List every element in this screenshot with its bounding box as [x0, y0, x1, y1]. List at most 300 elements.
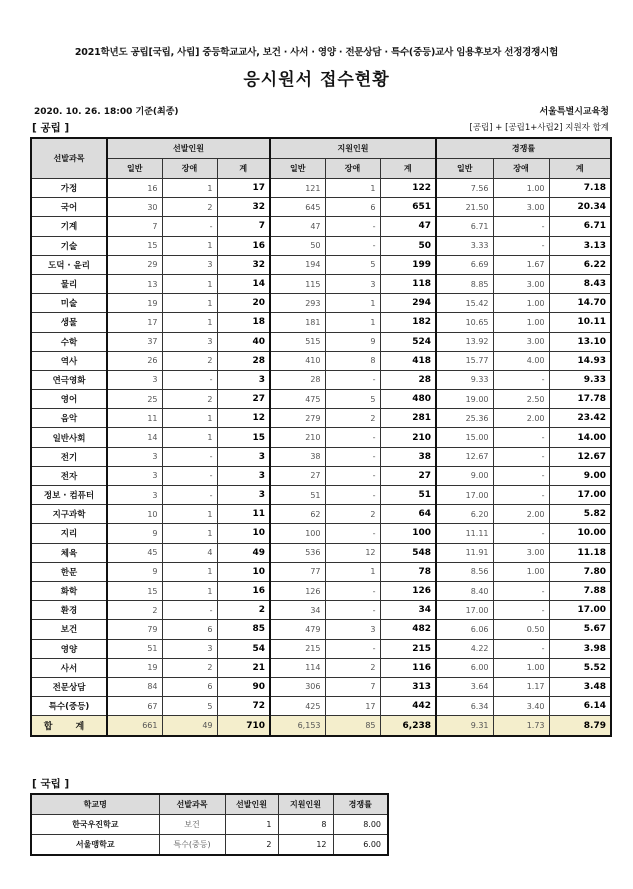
competition-total: 11.18: [549, 543, 611, 562]
competition-disabled: 2.00: [493, 505, 549, 524]
selection-general: 67: [107, 697, 162, 716]
applicants-general: 38: [270, 447, 325, 466]
subject-cell: 도덕 · 윤리: [31, 255, 107, 274]
selection-general: 51: [107, 639, 162, 658]
public-table-note: [공립] + [공립1+사립2] 지원자 합계: [469, 123, 609, 133]
table-row: [31, 447, 611, 466]
competition-general: 6.06: [436, 620, 493, 639]
applicants-general: 27: [270, 466, 325, 485]
competition-general: 19.00: [436, 390, 493, 409]
competition-total: 13.10: [549, 332, 611, 351]
competition-general: 6.71: [436, 217, 493, 236]
selection-total: 27: [217, 390, 270, 409]
applicants-disabled: 5: [325, 390, 380, 409]
applicants-total: 34: [380, 601, 436, 620]
applicants-total: 47: [380, 217, 436, 236]
selection-total: 11: [217, 505, 270, 524]
competition-general: 8.40: [436, 581, 493, 600]
subject-cell: 정보 · 컴퓨터: [31, 486, 107, 505]
subject-cell: 보건: [31, 620, 107, 639]
applicants-total: 651: [380, 198, 436, 217]
competition-general: 3.64: [436, 677, 493, 696]
applicants-total: 482: [380, 620, 436, 639]
applicants-disabled: 1: [325, 562, 380, 581]
applicants-general: 293: [270, 294, 325, 313]
selection-disabled: 3: [162, 332, 217, 351]
school-name: 서울맹학교: [31, 835, 159, 856]
applicants-general: 50: [270, 236, 325, 255]
selection-disabled: 3: [162, 255, 217, 274]
page-title: 응시원서 접수현황: [243, 70, 390, 90]
applicants-general: 475: [270, 390, 325, 409]
selection-general: 661: [107, 716, 162, 737]
header-subject: 선발과목: [159, 794, 225, 815]
applicants-general: 425: [270, 697, 325, 716]
competition-general: 15.77: [436, 351, 493, 370]
subject-cell: 영양: [31, 639, 107, 658]
table-row: [31, 274, 611, 293]
selection-disabled: 5: [162, 697, 217, 716]
competition-disabled: 3.00: [493, 332, 549, 351]
competition-general: 11.91: [436, 543, 493, 562]
competition-general: 6.00: [436, 658, 493, 677]
reference-date: 2020. 10. 26. 18:00 기준(최종): [34, 107, 179, 117]
selection-total: 16: [217, 236, 270, 255]
selection-general: 3: [107, 447, 162, 466]
competition-total: 7.18: [549, 179, 611, 198]
competition-general: 4.22: [436, 639, 493, 658]
applicants-disabled: -: [325, 428, 380, 447]
applicants-total: 38: [380, 447, 436, 466]
selection-total: 18: [217, 313, 270, 332]
competition-total: 6.71: [549, 217, 611, 236]
applicants-total: 210: [380, 428, 436, 447]
applicants-disabled: -: [325, 524, 380, 543]
applicants-disabled: -: [325, 486, 380, 505]
selection-disabled: 1: [162, 313, 217, 332]
competition-general: 13.92: [436, 332, 493, 351]
competition-total: 14.93: [549, 351, 611, 370]
applicants-total: 6,238: [380, 716, 436, 737]
table-row: [31, 486, 611, 505]
applicants-total: 100: [380, 524, 436, 543]
competition-general: 25.36: [436, 409, 493, 428]
subject-cell: 지구과학: [31, 505, 107, 524]
header-selection: 선발인원: [107, 138, 270, 159]
competition-total: 7.88: [549, 581, 611, 600]
selection-general: 3: [107, 486, 162, 505]
header-disabled: 장애: [493, 159, 549, 179]
subject-cell: 체육: [31, 543, 107, 562]
total-row: [31, 716, 611, 737]
applicants-disabled: 2: [325, 505, 380, 524]
header-applicants: 지원인원: [270, 138, 436, 159]
competition-disabled: -: [493, 486, 549, 505]
subject-cell: 한문: [31, 562, 107, 581]
applicants-disabled: 3: [325, 620, 380, 639]
competition-total: 5.82: [549, 505, 611, 524]
applicants-disabled: -: [325, 217, 380, 236]
applicants-disabled: 5: [325, 255, 380, 274]
competition-disabled: -: [493, 428, 549, 447]
header-total: 계: [549, 159, 611, 179]
subject-cell: 국어: [31, 198, 107, 217]
competition-disabled: 3.00: [493, 543, 549, 562]
applicants-total: 28: [380, 370, 436, 389]
applicants-general: 114: [270, 658, 325, 677]
applicants-total: 50: [380, 236, 436, 255]
applicants-general: 126: [270, 581, 325, 600]
applicants-general: 100: [270, 524, 325, 543]
applicants-total: 182: [380, 313, 436, 332]
selection-disabled: 2: [162, 351, 217, 370]
selection-general: 79: [107, 620, 162, 639]
selection-general: 13: [107, 274, 162, 293]
applicants-total: 313: [380, 677, 436, 696]
selection-general: 2: [107, 601, 162, 620]
selection-disabled: 1: [162, 581, 217, 600]
selection-disabled: -: [162, 486, 217, 505]
header-subject: 선발과목: [31, 138, 107, 179]
subject-cell: 영어: [31, 390, 107, 409]
applicants-total: 199: [380, 255, 436, 274]
selection-disabled: -: [162, 217, 217, 236]
applicants-total: 116: [380, 658, 436, 677]
header-competition: 경쟁률: [436, 138, 611, 159]
subject-cell: 미술: [31, 294, 107, 313]
subject-cell: 물리: [31, 274, 107, 293]
applicants-total: 122: [380, 179, 436, 198]
competition-general: 8.85: [436, 274, 493, 293]
subject-cell: 연극영화: [31, 370, 107, 389]
applicants-total: 524: [380, 332, 436, 351]
subject-cell: 지리: [31, 524, 107, 543]
selection-disabled: -: [162, 370, 217, 389]
competition-total: 17.00: [549, 601, 611, 620]
selection-disabled: -: [162, 447, 217, 466]
table-row: [31, 370, 611, 389]
applicants-total: 294: [380, 294, 436, 313]
national-section-label: [ 국립 ]: [32, 778, 70, 790]
selection-total: 15: [217, 428, 270, 447]
selection-disabled: -: [162, 601, 217, 620]
applicants-general: 34: [270, 601, 325, 620]
table-row: [31, 313, 611, 332]
competition-disabled: 2.50: [493, 390, 549, 409]
selection-disabled: 1: [162, 562, 217, 581]
table-row: [31, 524, 611, 543]
selection-general: 45: [107, 543, 162, 562]
applicants-general: 194: [270, 255, 325, 274]
header-competition: 경쟁률: [333, 794, 388, 815]
competition-disabled: 1.73: [493, 716, 549, 737]
competition-total: 5.52: [549, 658, 611, 677]
applicants-disabled: -: [325, 236, 380, 255]
competition-disabled: -: [493, 236, 549, 255]
header-selection: 선발인원: [225, 794, 278, 815]
table-row: [31, 351, 611, 370]
exam-title: 2021학년도 공립[국립, 사립] 중등학교교사, 보건 · 사서 · 영양 · 전문상담 · 특수(중등)교사 임용후보자 선정경쟁시험: [74, 47, 559, 58]
subject-cell: 특수(중등): [31, 697, 107, 716]
subject-cell: 사서: [31, 658, 107, 677]
selection-general: 25: [107, 390, 162, 409]
applicants-general: 47: [270, 217, 325, 236]
competition-total: 10.00: [549, 524, 611, 543]
header-disabled: 장애: [325, 159, 380, 179]
selection-total: 14: [217, 274, 270, 293]
selection-general: 17: [107, 313, 162, 332]
table-row: [31, 835, 388, 856]
competition-general: 12.67: [436, 447, 493, 466]
applicants-general: 410: [270, 351, 325, 370]
competition-general: 6.20: [436, 505, 493, 524]
subject-cell: 전기: [31, 447, 107, 466]
selection-total: 3: [217, 466, 270, 485]
selection-total: 17: [217, 179, 270, 198]
selection-disabled: 1: [162, 524, 217, 543]
competition-total: 6.22: [549, 255, 611, 274]
selection-disabled: 49: [162, 716, 217, 737]
selection-general: 14: [107, 428, 162, 447]
competition-disabled: 1.00: [493, 562, 549, 581]
competition-general: 7.56: [436, 179, 493, 198]
competition-disabled: 3.00: [493, 198, 549, 217]
applicants-disabled: 12: [325, 543, 380, 562]
selection-general: 29: [107, 255, 162, 274]
competition-disabled: 4.00: [493, 351, 549, 370]
competition-total: 10.11: [549, 313, 611, 332]
selection-disabled: 1: [162, 274, 217, 293]
applicants-general: 121: [270, 179, 325, 198]
header-general: 일반: [436, 159, 493, 179]
competition-total: 6.14: [549, 697, 611, 716]
competition-total: 20.34: [549, 198, 611, 217]
subject-cell: 전자: [31, 466, 107, 485]
subject-cell: 전문상담: [31, 677, 107, 696]
school-name: 한국우진학교: [31, 815, 159, 835]
applicants-total: 215: [380, 639, 436, 658]
selection-general: 19: [107, 294, 162, 313]
table-row: [31, 198, 611, 217]
table-row: [31, 601, 611, 620]
competition-disabled: -: [493, 639, 549, 658]
competition-total: 3.98: [549, 639, 611, 658]
selection-total: 90: [217, 677, 270, 696]
competition-general: 6.69: [436, 255, 493, 274]
competition-total: 8.43: [549, 274, 611, 293]
competition-disabled: 3.00: [493, 274, 549, 293]
competition-ratio: 8.00: [333, 815, 388, 835]
table-row: [31, 466, 611, 485]
table-row: [31, 581, 611, 600]
selection-total: 21: [217, 658, 270, 677]
competition-total: 12.67: [549, 447, 611, 466]
subject-cell: 보건: [159, 815, 225, 835]
competition-total: 3.13: [549, 236, 611, 255]
selection-total: 20: [217, 294, 270, 313]
selection-disabled: 1: [162, 294, 217, 313]
selection-general: 16: [107, 179, 162, 198]
competition-total: 7.80: [549, 562, 611, 581]
competition-disabled: -: [493, 601, 549, 620]
competition-disabled: 2.00: [493, 409, 549, 428]
header-school: 학교명: [31, 794, 159, 815]
competition-total: 14.70: [549, 294, 611, 313]
table-row: [31, 409, 611, 428]
competition-disabled: -: [493, 447, 549, 466]
applicants-disabled: -: [325, 601, 380, 620]
applicants-count: 8: [278, 815, 333, 835]
applicants-disabled: -: [325, 581, 380, 600]
competition-total: 9.00: [549, 466, 611, 485]
applicants-total: 480: [380, 390, 436, 409]
selection-total: 10: [217, 562, 270, 581]
competition-disabled: 3.40: [493, 697, 549, 716]
competition-total: 17.78: [549, 390, 611, 409]
national-applications-table: [30, 793, 389, 856]
applicants-disabled: -: [325, 639, 380, 658]
applicants-disabled: 85: [325, 716, 380, 737]
competition-total: 5.67: [549, 620, 611, 639]
applicants-general: 6,153: [270, 716, 325, 737]
header-general: 일반: [270, 159, 325, 179]
table-row: [31, 505, 611, 524]
selection-count: 1: [225, 815, 278, 835]
applicants-general: 210: [270, 428, 325, 447]
competition-general: 9.31: [436, 716, 493, 737]
selection-total: 40: [217, 332, 270, 351]
selection-general: 3: [107, 466, 162, 485]
applicants-disabled: -: [325, 370, 380, 389]
selection-total: 16: [217, 581, 270, 600]
applicants-general: 215: [270, 639, 325, 658]
competition-disabled: 0.50: [493, 620, 549, 639]
applicants-disabled: -: [325, 447, 380, 466]
subject-cell: 기계: [31, 217, 107, 236]
subject-cell: 일반사회: [31, 428, 107, 447]
applicants-general: 77: [270, 562, 325, 581]
selection-general: 9: [107, 562, 162, 581]
selection-general: 9: [107, 524, 162, 543]
competition-total: 3.48: [549, 677, 611, 696]
table-row: [31, 217, 611, 236]
competition-total: 17.00: [549, 486, 611, 505]
selection-disabled: 4: [162, 543, 217, 562]
header-total: 계: [217, 159, 270, 179]
competition-general: 3.33: [436, 236, 493, 255]
table-row: [31, 620, 611, 639]
subject-cell: 역사: [31, 351, 107, 370]
applicants-disabled: 8: [325, 351, 380, 370]
selection-general: 10: [107, 505, 162, 524]
selection-disabled: 2: [162, 198, 217, 217]
applicants-total: 281: [380, 409, 436, 428]
selection-general: 30: [107, 198, 162, 217]
competition-total: 14.00: [549, 428, 611, 447]
subject-cell: 화학: [31, 581, 107, 600]
table-row: [31, 294, 611, 313]
subject-cell: 특수(중등): [159, 835, 225, 856]
applicants-total: 78: [380, 562, 436, 581]
selection-total: 3: [217, 370, 270, 389]
header-general: 일반: [107, 159, 162, 179]
table-row: [31, 639, 611, 658]
subject-cell: 음악: [31, 409, 107, 428]
applicants-general: 51: [270, 486, 325, 505]
table-row: [31, 236, 611, 255]
competition-disabled: -: [493, 466, 549, 485]
selection-disabled: 1: [162, 236, 217, 255]
competition-disabled: -: [493, 217, 549, 236]
selection-total: 85: [217, 620, 270, 639]
table-row: [31, 255, 611, 274]
table-row: [31, 390, 611, 409]
applicants-disabled: 9: [325, 332, 380, 351]
competition-general: 11.11: [436, 524, 493, 543]
selection-total: 54: [217, 639, 270, 658]
applicants-general: 62: [270, 505, 325, 524]
table-row: [31, 658, 611, 677]
applicants-general: 28: [270, 370, 325, 389]
subject-cell: 기술: [31, 236, 107, 255]
header-disabled: 장애: [162, 159, 217, 179]
applicants-count: 12: [278, 835, 333, 856]
applicants-disabled: -: [325, 466, 380, 485]
selection-general: 26: [107, 351, 162, 370]
selection-total: 3: [217, 447, 270, 466]
competition-general: 6.34: [436, 697, 493, 716]
selection-disabled: 2: [162, 390, 217, 409]
applicants-disabled: 3: [325, 274, 380, 293]
competition-disabled: -: [493, 370, 549, 389]
competition-total: 23.42: [549, 409, 611, 428]
table-row: [31, 179, 611, 198]
selection-total: 710: [217, 716, 270, 737]
table-row: [31, 562, 611, 581]
competition-general: 9.33: [436, 370, 493, 389]
applicants-general: 279: [270, 409, 325, 428]
applicants-disabled: 2: [325, 658, 380, 677]
competition-general: 8.56: [436, 562, 493, 581]
selection-disabled: 2: [162, 658, 217, 677]
selection-total: 32: [217, 198, 270, 217]
subject-cell: 가정: [31, 179, 107, 198]
selection-disabled: 6: [162, 620, 217, 639]
selection-total: 3: [217, 486, 270, 505]
selection-general: 15: [107, 581, 162, 600]
organization-name: 서울특별시교육청: [539, 107, 609, 117]
selection-general: 3: [107, 370, 162, 389]
applicants-general: 645: [270, 198, 325, 217]
selection-total: 72: [217, 697, 270, 716]
table-row: [31, 677, 611, 696]
selection-general: 19: [107, 658, 162, 677]
competition-disabled: -: [493, 524, 549, 543]
competition-disabled: 1.00: [493, 179, 549, 198]
applicants-general: 181: [270, 313, 325, 332]
table-row: [31, 543, 611, 562]
selection-total: 10: [217, 524, 270, 543]
selection-general: 84: [107, 677, 162, 696]
applicants-total: 442: [380, 697, 436, 716]
applicants-total: 51: [380, 486, 436, 505]
applicants-disabled: 1: [325, 313, 380, 332]
applicants-total: 126: [380, 581, 436, 600]
competition-general: 21.50: [436, 198, 493, 217]
applicants-general: 515: [270, 332, 325, 351]
selection-general: 7: [107, 217, 162, 236]
table-row: [31, 428, 611, 447]
